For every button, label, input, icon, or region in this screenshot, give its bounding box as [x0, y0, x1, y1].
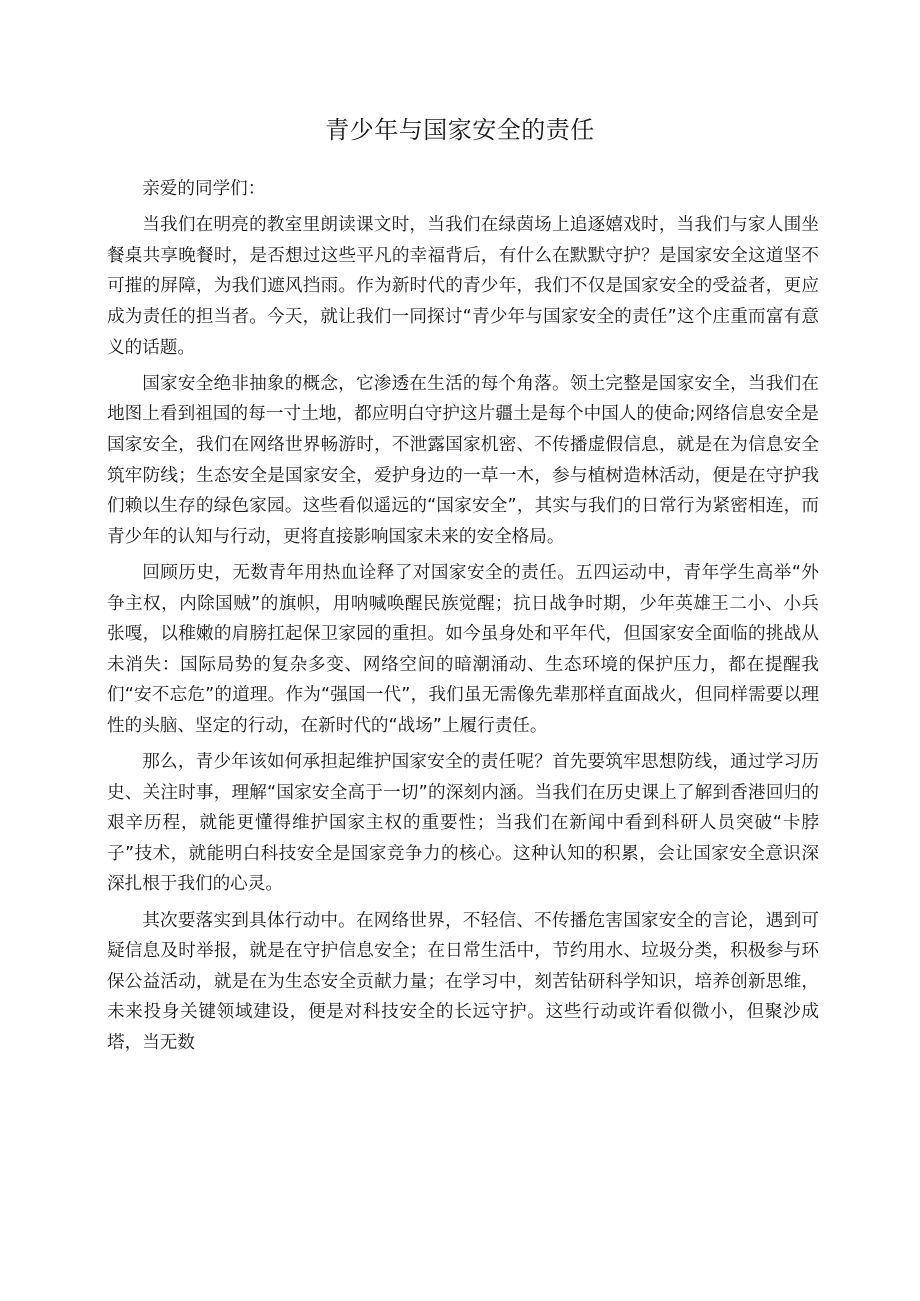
paragraph-5: 其次要落实到具体行动中。在网络世界，不轻信、不传播危害国家安全的言论，遇到可疑信息及时举报，就是在守护信息安全；在日常生活中，节约用水、垃圾分类，积极参与环保公益活动，就是在为生态安全贡献力量；在学习中，刻苦钻研科学知识，培养创新思维，未来投身关键领域建设，便是对科技安全的长远守护。这些行动或许看似微小，但聚沙成塔，当无数 — [107, 910, 819, 1053]
document-title: 青少年与国家安全的责任 — [325, 116, 595, 144]
paragraph-3: 回顾历史，无数青年用热血诠释了对国家安全的责任。五四运动中，青年学生高举“外争主权，内除国贼”的旗帜，用呐喊唤醒民族觉醒；抗日战争时期，少年英雄王二小、小兵张嘎，以稚嫩的肩膀扛起保卫家园的重担。如今虽身处和平年代，但国家安全面临的挑战从未消失：国际局势的复杂多变、网络空间的暗潮涌动、生态环境的保护压力，都在提醒我们“安不忘危”的道理。作为“强国一代”，我们虽无需像先辈那样直面战火，但同样需要以理性的头脑、坚定的行动，在新时代的“战场”上履行责任。 — [107, 562, 819, 736]
document-body — [107, 174, 819, 1064]
greeting: 亲爱的同学们： — [142, 179, 266, 199]
paragraph-4: 那么，青少年该如何承担起维护国家安全的责任呢？首先要筑牢思想防线，通过学习历史、关注时事，理解“国家安全高于一切”的深刻内涵。当我们在历史课上了解到香港回归的艰辛历程，就能更懂得维护国家主权的重要性；当我们在新闻中看到科研人员突破“卡脖子”技术，就能明白科技安全是国家竞争力的核心。这种认知的积累，会让国家安全意识深深扎根于我们的心灵。 — [107, 752, 819, 895]
paragraph-1: 当我们在明亮的教室里朗读课文时，当我们在绿茵场上追逐嬉戏时，当我们与家人围坐餐桌共享晚餐时，是否想过这些平凡的幸福背后，有什么在默默守护？是国家安全这道坚不可摧的屏障，为我们遮风挡雨。作为新时代的青少年，我们不仅是国家安全的受益者，更应成为责任的担当者。今天，就让我们一同探讨“青少年与国家安全的责任”这个庄重而富有意义的话题。 — [107, 215, 819, 358]
paragraph-2: 国家安全绝非抽象的概念，它渗透在生活的每个角落。领土完整是国家安全，当我们在地图上看到祖国的每一寸土地，都应明白守护这片疆土是每个中国人的使命;网络信息安全是国家安全，我们在网络世界畅游时，不泄露国家机密、不传播虚假信息，就是在为信息安全筑牢防线；生态安全是国家安全，爱护身边的一草一木，参与植树造林活动，便是在守护我们赖以生存的绿色家园。这些看似遥远的“国家安全”，其实与我们的日常行为紧密相连，而青少年的认知与行动，更将直接影响国家未来的安全格局。 — [107, 373, 819, 547]
